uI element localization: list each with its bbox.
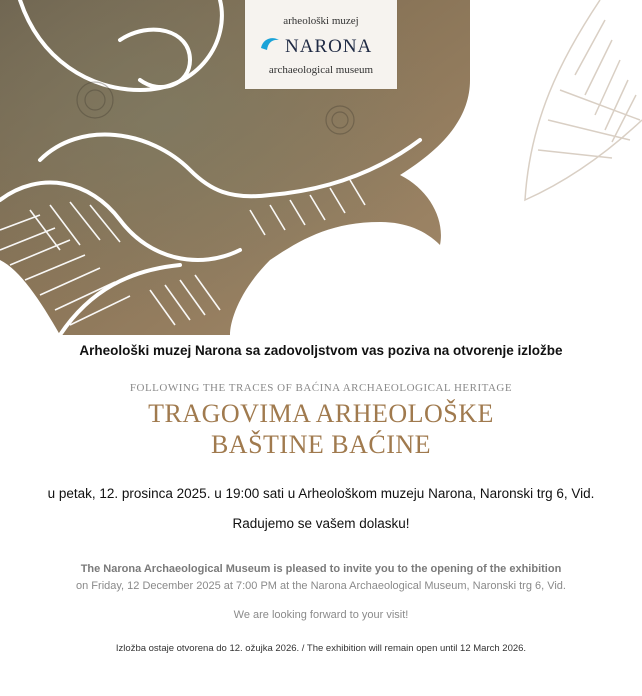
exhibition-open-until: Izložba ostaje otvorena do 12. ožujka 2026. / The exhibition will remain open until 12 March 2026. <box>115 643 527 654</box>
exhibition-subtitle-english: FOLLOWING THE TRACES OF BAĆINA ARCHAEOLOGICAL HERITAGE <box>129 382 513 394</box>
invitation-english: The Narona Archaeological Museum is pleased to invite you to the opening of the exhibition <box>80 563 562 575</box>
date-venue-croatian: u petak, 12. prosinca 2025. u 19:00 sati u Arheološkom muzeju Narona, Naronski trg 6, Vid. <box>47 486 595 501</box>
exhibition-title-line2: BAŠTINE BAĆINE <box>210 430 432 459</box>
invitation-text <box>0 335 642 654</box>
museum-logo <box>245 0 397 89</box>
logo-bottom-text: archaeological museum <box>268 64 374 76</box>
hero-artwork <box>0 0 642 335</box>
wave-icon <box>259 34 283 52</box>
invitation-croatian: Arheološki muzej Narona sa zadovoljstvom vas poziva na otvorenje izložbe <box>79 343 563 358</box>
exhibition-title <box>0 398 642 460</box>
welcome-croatian: Radujemo se vašem dolasku! <box>232 516 410 531</box>
date-venue-english: on Friday, 12 December 2025 at 7:00 PM at the Narona Archaeological Museum, Naronski trg 6, Vid. <box>76 580 566 592</box>
logo-top-text: arheološki muzej <box>283 15 359 27</box>
welcome-english: We are looking forward to your visit! <box>233 609 409 621</box>
exhibition-title-line1: TRAGOVIMA ARHEOLOŠKE <box>148 399 494 428</box>
logo-name: NARONA <box>285 36 373 57</box>
